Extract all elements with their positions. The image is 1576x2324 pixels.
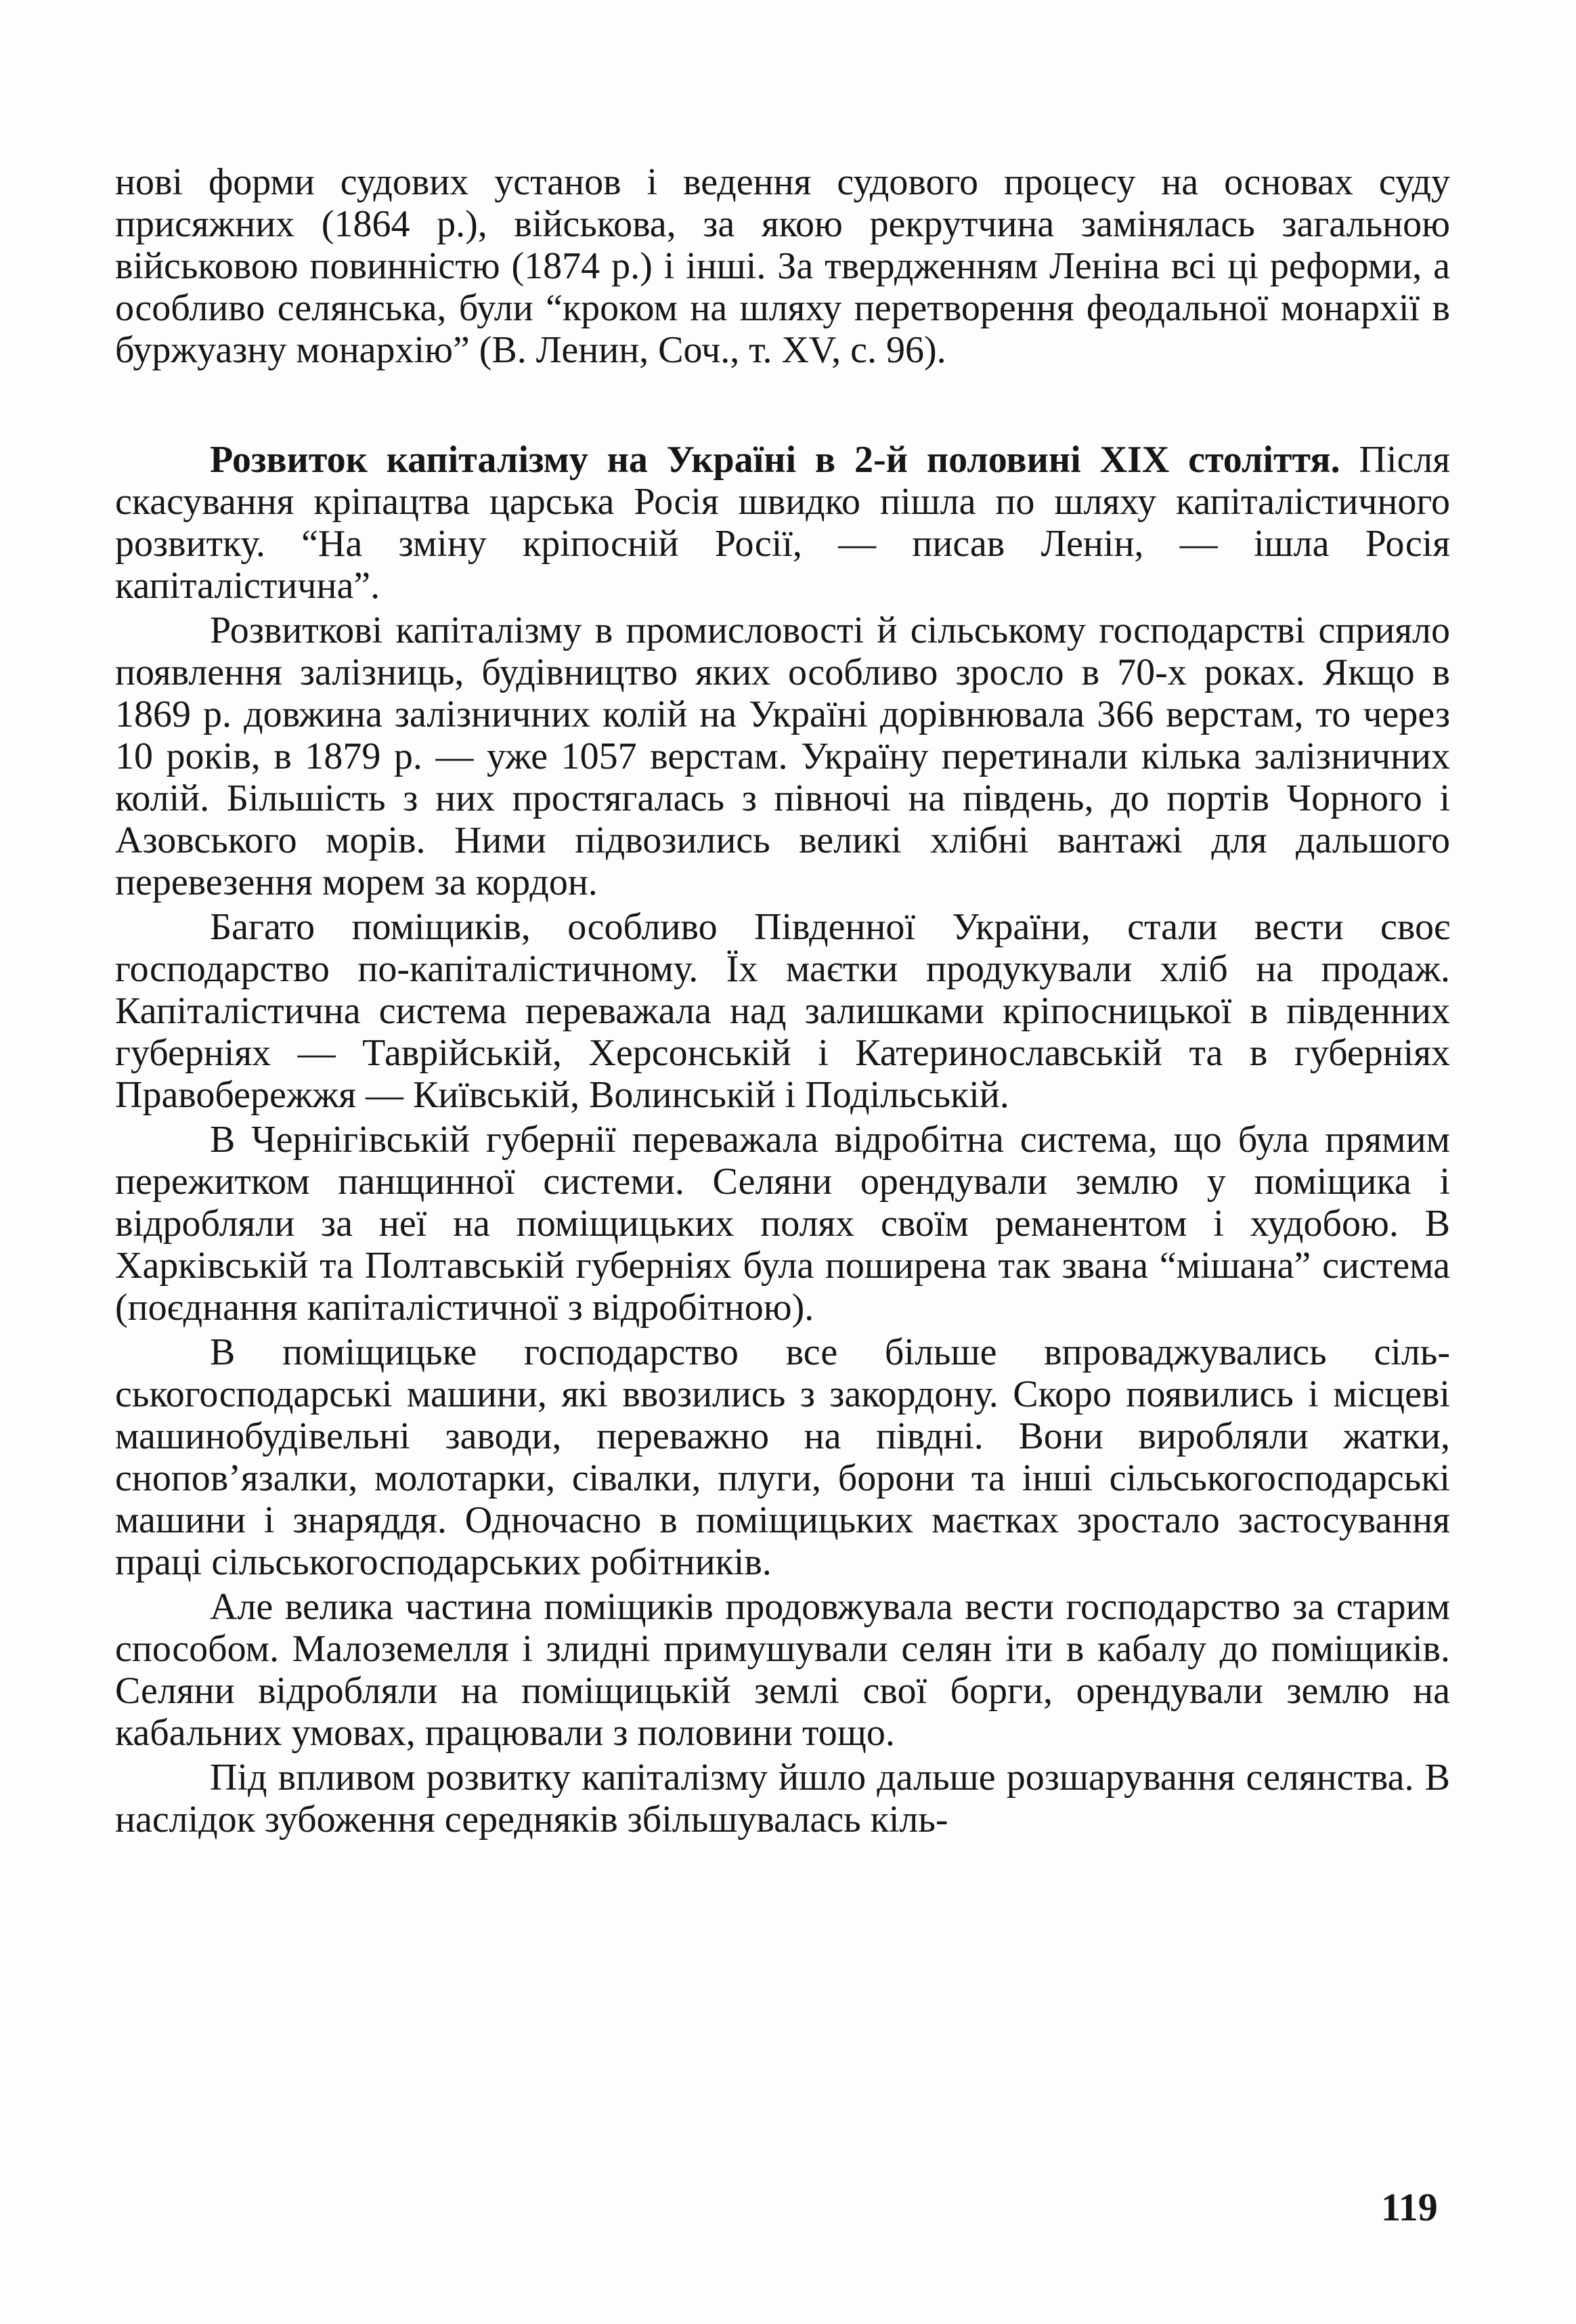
- page-number: 119: [1381, 2185, 1438, 2229]
- paragraph-landlords-capitalist: Багато поміщиків, особливо Південної України, стали вести своє господарство по-капіталістичному. Їх маєтки продукували хліб на продаж. Капіталістична система переважала над залишками кріпосницької в південних губерніях — Таврійській, Херсонській і Катеринославській та в губерніях Правобережжя — Київській, Волинській і Подільській.: [115, 906, 1450, 1116]
- paragraph-reforms-end: нові форми судових установ і ведення судового процесу на основах суду присяжних (1864 р.), військова, за якою рекрутчина замінялась загальною військовою повинністю (1874 р.) і інші. За твердженням Леніна всі ці реформи, а особливо селянська, були “кроком на шляху перетворення феодальної монархії в буржуазну монархію” (В. Ленин, Соч., т. XV, с. 96).: [115, 161, 1450, 371]
- paragraph-machinery: В поміщицьке господарство все більше впроваджувались сільськогосподарські машини, які ввозились з закордону. Скоро появились і місцеві машинобудівельні заводи, переважно на півдні. Вони виробляли жатки, снопов’язалки, молотарки, сівалки, плуги, борони та інші сільськогосподарські машини і знаряддя. Одночасно в поміщицьких маєтках зростало застосування праці сільськогосподарських робітників.: [115, 1331, 1450, 1583]
- paragraph-railways: Розвиткові капіталізму в промисловості й сільському господарстві сприяло появлення залізниць, будівництво яких особливо зросло в 70-х роках. Якщо в 1869 р. довжина залізничних колій на Україні дорівнювала 366 верстам, то через 10 років, в 1879 р. — уже 1057 верстам. Україну перетинали кілька залізничних колій. Більшість з них простягалась з півночі на південь, до портів Чорного і Азовського морів. Ними підвозились великі хлібні вантажі для дальшого перевезення морем за кордон.: [115, 609, 1450, 903]
- section-heading: Розвиток капіталізму на Україні в 2-й половині XIX століття.: [210, 439, 1340, 481]
- section-heading-body: Після скасування кріпацтва царська Росія швидко пішла по шляху капіталістичного розвитку. “На зміну кріпосній Росії, — писав Ленін, — ішла Росія капіталістична”.: [115, 439, 1451, 607]
- paragraph-stratification: Під впливом розвитку капіталізму йшло дальше розшарування селянства. В наслідок зубоження середняків збільшувалась кіль-: [115, 1757, 1450, 1841]
- page-body: [115, 161, 1450, 1841]
- paragraph-old-methods: Але велика частина поміщиків продовжувала вести господарство за старим способом. Малоземелля і злидні примушували селян іти в кабалу до поміщиків. Селяни відробляли на поміщицькій землі свої борги, орендували землю на кабальних умовах, працювали з половини тощо.: [115, 1586, 1450, 1754]
- paragraph-capitalism-section: [115, 439, 1450, 607]
- paragraph-chernihiv: В Чернігівській губернії переважала відробітна система, що була прямим пережитком панщинної системи. Селяни орендували землю у поміщика і відробляли за неї на поміщицьких полях своїм реманентом і худобою. В Харківській та Полтавській губерніях була поширена так звана “мішана” система (поєднання капіталістичної з відробітною).: [115, 1119, 1450, 1329]
